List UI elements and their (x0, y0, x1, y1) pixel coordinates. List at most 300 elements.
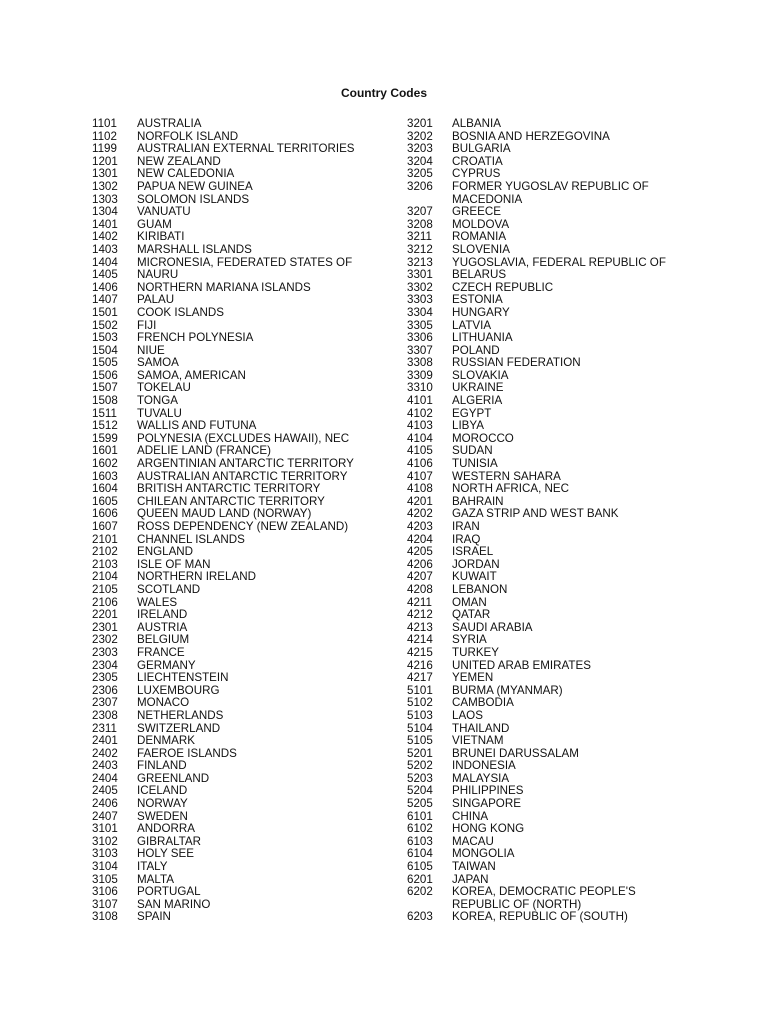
country-name: IRELAND (137, 608, 188, 622)
country-name: NORFOLK ISLAND (137, 129, 239, 143)
country-code-row (92, 660, 382, 673)
country-code-row (92, 257, 382, 270)
country-code: 3103 (92, 847, 118, 861)
country-name: HONG KONG (452, 822, 525, 836)
country-code: 3309 (407, 368, 433, 382)
country-name: THAILAND (452, 721, 510, 735)
country-name: LIECHTENSTEIN (137, 671, 229, 685)
country-code: 1199 (92, 142, 117, 156)
country-code-row (407, 584, 697, 597)
country-name: TUVALU (137, 406, 182, 420)
country-code: 3302 (407, 280, 433, 294)
country-code: 4106 (407, 457, 433, 471)
country-name: QATAR (452, 608, 491, 622)
country-code: 4107 (407, 469, 433, 483)
country-name: CAMBODIA (452, 696, 514, 710)
country-name: RUSSIAN FEDERATION (452, 356, 581, 370)
country-code-row (92, 848, 382, 861)
country-name: SLOVAKIA (452, 368, 509, 382)
country-name: TURKEY (452, 645, 500, 659)
country-code: 6203 (407, 910, 433, 924)
country-name: BELGIUM (137, 633, 190, 647)
country-code-row (92, 143, 382, 156)
country-code-row (407, 647, 697, 660)
country-name: BAHRAIN (452, 494, 504, 508)
country-name: HUNGARY (452, 305, 510, 319)
country-code: 6201 (407, 872, 433, 886)
country-code-row (92, 836, 382, 849)
country-code: 2106 (92, 595, 118, 609)
country-code-row (407, 508, 697, 521)
country-code: 3101 (92, 822, 118, 836)
country-name: ROSS DEPENDENCY (NEW ZEALAND) (137, 520, 349, 533)
country-code-row (407, 735, 697, 748)
country-code: 1304 (92, 205, 118, 219)
country-code: 4214 (407, 633, 433, 647)
country-code: 1508 (92, 394, 118, 408)
country-code: 1403 (92, 242, 118, 256)
country-name: CYPRUS (452, 167, 501, 181)
country-code-row (92, 357, 382, 370)
country-code-row (92, 785, 382, 798)
country-code: 4202 (407, 507, 433, 521)
country-code: 4104 (407, 431, 433, 445)
country-code: 1102 (92, 129, 117, 143)
country-code-row (92, 672, 382, 685)
country-code: 1502 (92, 318, 118, 332)
country-code: 2401 (92, 734, 118, 748)
country-code: 2105 (92, 582, 118, 596)
country-code: 4217 (407, 671, 433, 685)
country-code-row (407, 269, 697, 282)
country-name: NEW ZEALAND (137, 154, 221, 168)
country-name: MALTA (137, 872, 174, 886)
country-code: 3104 (92, 860, 118, 874)
country-code-row (92, 483, 382, 496)
country-code-row (92, 156, 382, 169)
country-code-row (407, 231, 697, 244)
country-code: 1505 (92, 356, 118, 370)
country-code-row (407, 785, 697, 798)
country-code: 3305 (407, 318, 433, 332)
country-code: 4213 (407, 620, 433, 634)
country-code-row (92, 710, 382, 723)
country-name: AUSTRALIAN ANTARCTIC TERRITORY (137, 469, 348, 483)
country-code-row (407, 458, 697, 471)
country-code-row (407, 534, 697, 547)
country-code-row (407, 546, 697, 559)
country-code: 5205 (407, 797, 433, 811)
country-name: NORTHERN MARIANA ISLANDS (137, 280, 311, 294)
country-code: 6104 (407, 847, 433, 861)
country-code: 4216 (407, 658, 433, 672)
country-name: GREENLAND (137, 771, 210, 785)
country-name: JORDAN (452, 557, 500, 571)
country-code-row (407, 748, 697, 761)
country-name: SOLOMON ISLANDS (137, 192, 250, 206)
country-code: 3102 (92, 834, 118, 848)
country-name: HOLY SEE (137, 847, 194, 861)
country-name: SUDAN (452, 444, 493, 458)
country-name: WALLIS AND FUTUNA (137, 419, 257, 433)
country-name: JAPAN (452, 872, 489, 886)
country-code-row (407, 710, 697, 723)
country-code: 1406 (92, 280, 118, 294)
country-code: 4203 (407, 520, 433, 533)
country-code: 1402 (92, 230, 118, 244)
country-name: CHANNEL ISLANDS (137, 532, 245, 546)
country-code: 5101 (407, 683, 433, 697)
country-name: CZECH REPUBLIC (452, 280, 554, 294)
country-code: 5202 (407, 759, 433, 773)
country-code: 2308 (92, 708, 118, 722)
country-code: 2104 (92, 570, 118, 584)
country-code-row (407, 697, 697, 710)
country-code-row (407, 294, 697, 307)
country-code: 4204 (407, 532, 433, 546)
country-code: 4206 (407, 557, 433, 571)
country-code: 4102 (407, 406, 433, 420)
country-code: 3306 (407, 331, 433, 345)
country-code: 1302 (92, 179, 118, 193)
country-name: ENGLAND (137, 545, 194, 559)
country-code-row (92, 294, 382, 307)
country-name: KUWAIT (452, 570, 497, 584)
country-name: GAZA STRIP AND WEST BANK (452, 507, 619, 521)
country-name: ESTONIA (452, 293, 503, 307)
country-name: SCOTLAND (137, 582, 201, 596)
country-name: SAN MARINO (137, 897, 211, 911)
country-code-row (407, 597, 697, 610)
country-name: CROATIA (452, 154, 503, 168)
country-code: 3203 (407, 142, 433, 156)
country-code: 3304 (407, 305, 433, 319)
country-code: 1512 (92, 419, 118, 433)
country-name: EGYPT (452, 406, 492, 420)
country-code: 5204 (407, 784, 433, 798)
country-code-row (407, 244, 697, 257)
country-code: 1303 (92, 192, 118, 206)
country-name: FINLAND (137, 759, 187, 773)
country-code-row (407, 420, 697, 433)
country-code: 3202 (407, 129, 433, 143)
country-name: PHILIPPINES (452, 784, 524, 798)
country-name: YEMEN (452, 671, 494, 685)
country-code: 2305 (92, 671, 118, 685)
country-name: IRAN (452, 520, 480, 533)
country-code: 4101 (407, 394, 433, 408)
country-name: GUAM (137, 217, 172, 231)
country-name: LUXEMBOURG (137, 683, 220, 697)
country-code: 3211 (407, 230, 432, 244)
country-code: 4108 (407, 482, 433, 496)
country-code: 5102 (407, 696, 433, 710)
country-name: GIBRALTAR (137, 834, 201, 848)
country-name: SWITZERLAND (137, 721, 221, 735)
country-code: 4103 (407, 419, 433, 433)
country-code-row (92, 118, 382, 131)
country-code-row (92, 823, 382, 836)
country-name: PAPUA NEW GUINEA (137, 179, 253, 193)
country-name: CHILEAN ANTARCTIC TERRITORY (137, 494, 325, 508)
country-name: NIUE (137, 343, 165, 357)
country-code: 2406 (92, 797, 118, 811)
country-code: 2103 (92, 557, 118, 571)
country-name: SYRIA (452, 633, 487, 647)
country-code-row (92, 244, 382, 257)
country-code-row (407, 118, 697, 131)
country-name: SAMOA (137, 356, 179, 370)
country-name: ITALY (137, 860, 168, 874)
country-code: 4211 (407, 595, 432, 609)
country-code: 3108 (92, 910, 118, 924)
country-code-row (92, 911, 382, 924)
country-name: BRITISH ANTARCTIC TERRITORY (137, 482, 321, 496)
country-code-row (92, 395, 382, 408)
country-code: 4105 (407, 444, 433, 458)
country-code-row (92, 886, 382, 899)
left-code-column (92, 118, 382, 924)
country-code-row (92, 571, 382, 584)
country-name: NORTHERN IRELAND (137, 570, 256, 584)
country-code-row (92, 685, 382, 698)
country-code-row (92, 899, 382, 912)
country-code-row (407, 886, 697, 911)
country-code: 4207 (407, 570, 433, 584)
country-code: 3105 (92, 872, 118, 886)
country-name: PORTUGAL (137, 885, 201, 899)
country-code: 3308 (407, 356, 433, 370)
country-code: 2307 (92, 696, 118, 710)
country-code-row (407, 660, 697, 673)
country-code-row (92, 181, 382, 194)
country-code-row (407, 685, 697, 698)
country-code: 5103 (407, 708, 433, 722)
country-code-row (407, 634, 697, 647)
country-name: LITHUANIA (452, 331, 513, 345)
country-name: WESTERN SAHARA (452, 469, 561, 483)
country-name: QUEEN MAUD LAND (NORWAY) (137, 507, 312, 521)
country-code: 1405 (92, 268, 118, 282)
country-code: 2306 (92, 683, 118, 697)
country-code-row (407, 206, 697, 219)
country-code: 4212 (407, 608, 433, 622)
country-name: SAMOA, AMERICAN (137, 368, 246, 382)
country-name: VIETNAM (452, 734, 504, 748)
country-code-row (92, 634, 382, 647)
country-name: MICRONESIA, FEDERATED STATES OF (137, 255, 353, 269)
country-name: SAUDI ARABIA (452, 620, 533, 634)
country-code: 2301 (92, 620, 118, 634)
country-name: LATVIA (452, 318, 492, 332)
country-code: 1501 (92, 305, 118, 319)
country-code: 5201 (407, 746, 433, 760)
country-code: 1604 (92, 482, 118, 496)
country-code-row (407, 282, 697, 295)
country-code: 2404 (92, 771, 118, 785)
country-name: ANDORRA (137, 822, 195, 836)
country-code: 3310 (407, 381, 433, 395)
country-code: 1603 (92, 469, 118, 483)
country-name: MACAU (452, 834, 494, 848)
country-code: 1601 (92, 444, 118, 458)
country-name: AUSTRALIAN EXTERNAL TERRITORIES (137, 142, 355, 156)
country-code: 5203 (407, 771, 433, 785)
country-code: 1101 (92, 117, 117, 130)
country-code-row (92, 748, 382, 761)
country-code-row (92, 420, 382, 433)
country-code: 1511 (92, 406, 117, 420)
country-name: BRUNEI DARUSSALAM (452, 746, 579, 760)
right-code-column (407, 118, 697, 924)
country-code: 2407 (92, 809, 118, 823)
country-name: NAURU (137, 268, 179, 282)
country-code: 6103 (407, 834, 433, 848)
country-code: 2311 (92, 721, 117, 735)
country-name: DENMARK (137, 734, 195, 748)
country-name: SINGAPORE (452, 797, 521, 811)
country-code-row (407, 257, 697, 270)
country-code-row (407, 307, 697, 320)
country-name: TONGA (137, 394, 179, 408)
country-code: 5104 (407, 721, 433, 735)
country-name: BELARUS (452, 268, 507, 282)
country-code: 1201 (92, 154, 118, 168)
country-code: 2303 (92, 645, 118, 659)
country-code-row (92, 370, 382, 383)
country-name: MARSHALL ISLANDS (137, 242, 252, 256)
country-code-row (92, 282, 382, 295)
country-code: 4205 (407, 545, 433, 559)
country-name: ALBANIA (452, 117, 501, 130)
country-code-row (92, 723, 382, 736)
country-code: 2101 (92, 532, 118, 546)
country-code-row (92, 345, 382, 358)
country-code-row (92, 597, 382, 610)
country-name: BULGARIA (452, 142, 511, 156)
country-name: POLYNESIA (EXCLUDES HAWAII), NEC (137, 431, 350, 445)
country-code-row (92, 269, 382, 282)
country-name: LEBANON (452, 582, 508, 596)
country-code-row (407, 445, 697, 458)
country-name: NETHERLANDS (137, 708, 224, 722)
country-name: KOREA, DEMOCRATIC PEOPLE'S REPUBLIC OF (NORTH) (452, 885, 636, 911)
country-code: 4201 (407, 494, 433, 508)
country-code-row (407, 672, 697, 685)
country-name: NORTH AFRICA, NEC (452, 482, 570, 496)
country-code-row (92, 874, 382, 887)
country-code: 1602 (92, 457, 118, 471)
country-code: 1504 (92, 343, 118, 357)
country-name: FRENCH POLYNESIA (137, 331, 254, 345)
country-name: ADELIE LAND (FRANCE) (137, 444, 271, 458)
country-code: 2402 (92, 746, 118, 760)
country-code: 3303 (407, 293, 433, 307)
country-code: 3106 (92, 885, 118, 899)
country-code-row (92, 811, 382, 824)
country-code-row (92, 534, 382, 547)
country-code: 6101 (407, 809, 433, 823)
country-code: 1503 (92, 331, 118, 345)
country-code-row (92, 798, 382, 811)
country-name: GREECE (452, 205, 501, 219)
country-name: POLAND (452, 343, 500, 357)
country-code: 1606 (92, 507, 118, 521)
country-code: 5105 (407, 734, 433, 748)
country-name: IRAQ (452, 532, 481, 546)
country-code: 2403 (92, 759, 118, 773)
country-code: 6105 (407, 860, 433, 874)
country-name: UKRAINE (452, 381, 504, 395)
country-name: AUSTRIA (137, 620, 188, 634)
country-code-row (92, 735, 382, 748)
country-name: NEW CALEDONIA (137, 167, 235, 181)
country-code-row (407, 357, 697, 370)
country-name: ARGENTINIAN ANTARCTIC TERRITORY (137, 457, 354, 471)
country-code: 2201 (92, 608, 118, 622)
page-title: Country Codes (340, 86, 427, 100)
country-code-row (407, 559, 697, 572)
country-code: 3307 (407, 343, 433, 357)
country-code: 3201 (407, 117, 433, 130)
country-name: MONGOLIA (452, 847, 515, 861)
country-name: INDONESIA (452, 759, 516, 773)
country-name: FRANCE (137, 645, 185, 659)
country-name: MALAYSIA (452, 771, 510, 785)
country-name: TOKELAU (137, 381, 191, 395)
country-name: KIRIBATI (137, 230, 185, 244)
country-code-row (407, 408, 697, 421)
country-code-row (407, 609, 697, 622)
country-name: PALAU (137, 293, 175, 307)
country-name: YUGOSLAVIA, FEDERAL REPUBLIC OF (452, 255, 666, 269)
country-name: BURMA (MYANMAR) (452, 683, 563, 697)
country-code: 1301 (92, 167, 118, 181)
country-name: ISLE OF MAN (137, 557, 211, 571)
country-name: MOLDOVA (452, 217, 510, 231)
country-code: 1605 (92, 494, 118, 508)
country-code-row (407, 861, 697, 874)
country-code: 1404 (92, 255, 118, 269)
country-code: 6202 (407, 885, 433, 899)
country-name: FAEROE ISLANDS (137, 746, 237, 760)
country-code-row (407, 811, 697, 824)
country-code-row (407, 798, 697, 811)
country-name: AUSTRALIA (137, 117, 202, 130)
country-code: 4215 (407, 645, 433, 659)
country-code-row (92, 206, 382, 219)
country-code-row (407, 370, 697, 383)
country-code-row (92, 773, 382, 786)
country-code: 3205 (407, 167, 433, 181)
country-code: 3212 (407, 242, 433, 256)
country-name: LIBYA (452, 419, 485, 433)
country-code-row (92, 584, 382, 597)
country-code-row (407, 131, 697, 144)
country-name: MONACO (137, 696, 190, 710)
country-code-row (92, 546, 382, 559)
country-code-row (92, 307, 382, 320)
country-code: 1401 (92, 217, 118, 231)
country-code-row (407, 181, 697, 206)
country-code-row (92, 647, 382, 660)
country-name: SPAIN (137, 910, 171, 924)
country-name: BOSNIA AND HERZEGOVINA (452, 129, 610, 143)
country-name: OMAN (452, 595, 487, 609)
country-code-row (92, 609, 382, 622)
country-code-row (407, 622, 697, 635)
country-code-row (92, 332, 382, 345)
